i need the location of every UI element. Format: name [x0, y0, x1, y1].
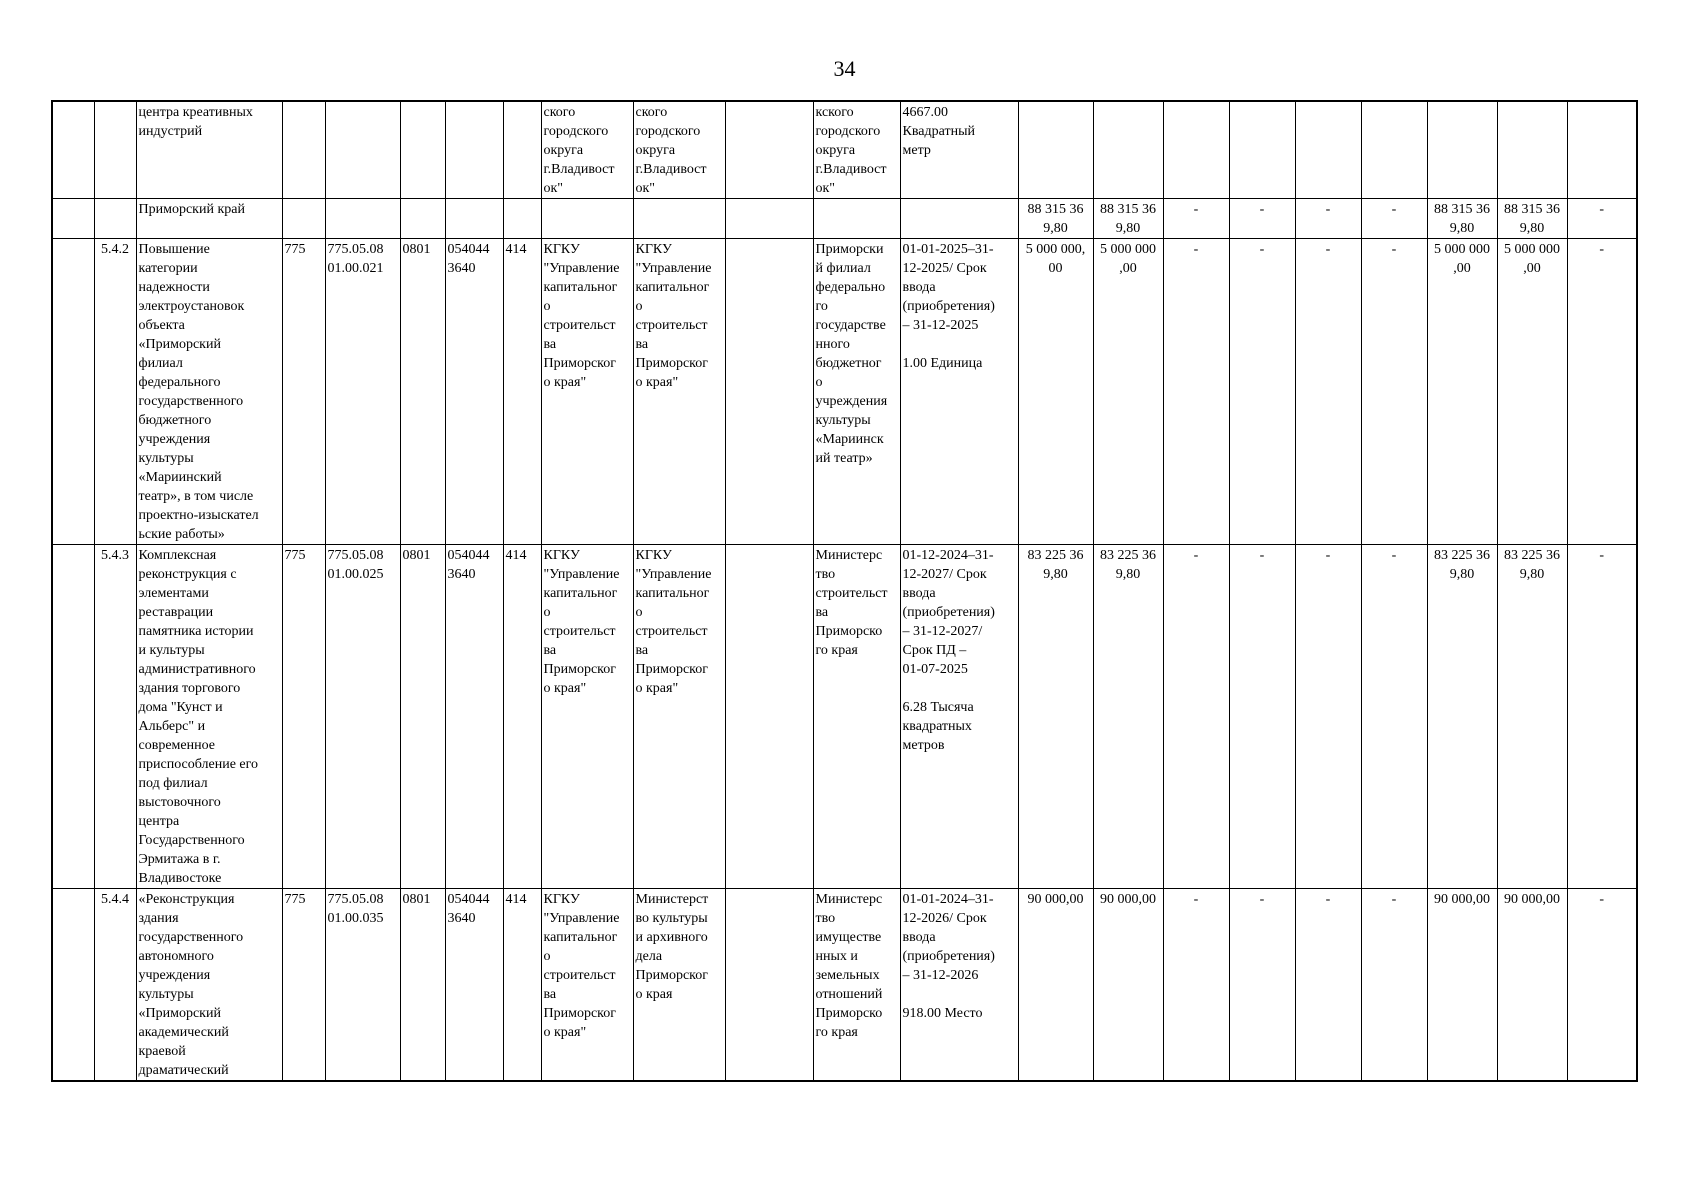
- table-cell: [900, 199, 1018, 239]
- table-cell: 0801: [400, 239, 445, 545]
- table-cell: [445, 199, 503, 239]
- table-cell: КГКУ "Управление капитальног о строительст ва Приморског о края": [633, 545, 725, 889]
- table-cell: -: [1163, 199, 1229, 239]
- table-cell: -: [1567, 239, 1637, 545]
- table-cell: Министерст во культуры и архивного дела Приморског о края: [633, 889, 725, 1082]
- table-cell: [541, 199, 633, 239]
- table-cell: Приморски й филиал федерально го государстве нного бюджетног о учреждения культуры «Мариинск ий театр»: [813, 239, 900, 545]
- table-cell: 775.05.08 01.00.025: [325, 545, 400, 889]
- table-cell: 88 315 36 9,80: [1427, 199, 1497, 239]
- table-cell: [52, 239, 94, 545]
- table-cell: [1163, 101, 1229, 199]
- table-cell: [503, 199, 541, 239]
- table-cell: [52, 889, 94, 1082]
- program-table: [51, 100, 1638, 1082]
- table-cell: 414: [503, 545, 541, 889]
- table-cell: [633, 199, 725, 239]
- table-cell: [1567, 101, 1637, 199]
- table-cell: -: [1295, 239, 1361, 545]
- table-cell: [1295, 101, 1361, 199]
- table-cell: 775: [282, 545, 325, 889]
- table-cell: 5.4.4: [94, 889, 136, 1082]
- table-cell: 88 315 36 9,80: [1018, 199, 1093, 239]
- table-cell: [325, 199, 400, 239]
- table-cell: 5 000 000 ,00: [1093, 239, 1163, 545]
- table-cell: 0801: [400, 889, 445, 1082]
- table-cell: КГКУ "Управление капитальног о строительст ва Приморског о края": [633, 239, 725, 545]
- table-cell: Приморский край: [136, 199, 282, 239]
- table-cell: -: [1229, 239, 1295, 545]
- table-cell: 88 315 36 9,80: [1497, 199, 1567, 239]
- table-cell: Министерс тво имуществе нных и земельных отношений Приморско го края: [813, 889, 900, 1082]
- table-cell: -: [1163, 239, 1229, 545]
- table-cell: 054044 3640: [445, 239, 503, 545]
- table-cell: -: [1229, 545, 1295, 889]
- table-cell: 5 000 000 ,00: [1427, 239, 1497, 545]
- table-cell: 88 315 36 9,80: [1093, 199, 1163, 239]
- table-cell: 90 000,00: [1093, 889, 1163, 1082]
- table-cell: 775: [282, 889, 325, 1082]
- table-cell: 775.05.08 01.00.021: [325, 239, 400, 545]
- table-cell: [400, 101, 445, 199]
- table-cell: -: [1567, 545, 1637, 889]
- table-cell: 83 225 36 9,80: [1093, 545, 1163, 889]
- table-cell: [52, 199, 94, 239]
- table-cell: [94, 101, 136, 199]
- table-cell: Комплексная реконструкция с элементами реставрации памятника истории и культуры административного здания торгового дома "Кунст и Альберс" и современное приспособление его под филиал выстовочного центра Государственного Эрмитажа в г. Владивостоке: [136, 545, 282, 889]
- table-row: [52, 889, 1637, 1082]
- table-cell: 83 225 36 9,80: [1497, 545, 1567, 889]
- table-cell: 90 000,00: [1018, 889, 1093, 1082]
- table-cell: 01-01-2024–31- 12-2026/ Срок ввода (приобретения) – 31-12-2026 918.00 Место: [900, 889, 1018, 1082]
- table-cell: [94, 199, 136, 239]
- table-cell: 01-12-2024–31- 12-2027/ Срок ввода (приобретения) – 31-12-2027/ Срок ПД – 01-07-2025 6.28 Тысяча квадратных метров: [900, 545, 1018, 889]
- table-cell: 4667.00 Квадратный метр: [900, 101, 1018, 199]
- table-cell: [400, 199, 445, 239]
- table-cell: 414: [503, 239, 541, 545]
- table-cell: 90 000,00: [1497, 889, 1567, 1082]
- table-cell: [52, 545, 94, 889]
- table-cell: 5.4.3: [94, 545, 136, 889]
- table-cell: [503, 101, 541, 199]
- table-cell: [445, 101, 503, 199]
- table-cell: 01-01-2025–31- 12-2025/ Срок ввода (приобретения) – 31-12-2025 1.00 Единица: [900, 239, 1018, 545]
- table-cell: ского городского округа г.Владивост ок": [633, 101, 725, 199]
- table-cell: -: [1163, 545, 1229, 889]
- table-row: [52, 101, 1637, 199]
- table-cell: 0801: [400, 545, 445, 889]
- table-cell: -: [1361, 199, 1427, 239]
- table-cell: 775: [282, 239, 325, 545]
- table-cell: [1018, 101, 1093, 199]
- table-cell: [52, 101, 94, 199]
- table-cell: 054044 3640: [445, 889, 503, 1082]
- table-cell: 5 000 000, 00: [1018, 239, 1093, 545]
- table-cell: -: [1567, 199, 1637, 239]
- table-cell: [282, 101, 325, 199]
- table-cell: -: [1361, 889, 1427, 1082]
- table-cell: КГКУ "Управление капитальног о строительст ва Приморског о края": [541, 889, 633, 1082]
- table-cell: -: [1295, 545, 1361, 889]
- table-cell: [725, 545, 813, 889]
- table-cell: КГКУ "Управление капитальног о строительст ва Приморског о края": [541, 545, 633, 889]
- table-cell: 83 225 36 9,80: [1018, 545, 1093, 889]
- table-cell: -: [1229, 889, 1295, 1082]
- table-cell: кского городского округа г.Владивост ок": [813, 101, 900, 199]
- table-cell: 90 000,00: [1427, 889, 1497, 1082]
- table-cell: [1361, 101, 1427, 199]
- table-cell: центра креативных индустрий: [136, 101, 282, 199]
- table-cell: -: [1295, 889, 1361, 1082]
- table-cell: [325, 101, 400, 199]
- table-cell: [1229, 101, 1295, 199]
- table-row: [52, 545, 1637, 889]
- table-cell: -: [1163, 889, 1229, 1082]
- table-cell: -: [1361, 239, 1427, 545]
- table-cell: -: [1361, 545, 1427, 889]
- table-cell: 5 000 000 ,00: [1497, 239, 1567, 545]
- table-cell: Министерс тво строительст ва Приморско го края: [813, 545, 900, 889]
- table-cell: 054044 3640: [445, 545, 503, 889]
- table-cell: [282, 199, 325, 239]
- table-cell: КГКУ "Управление капитальног о строительст ва Приморског о края": [541, 239, 633, 545]
- table-cell: [1427, 101, 1497, 199]
- table-cell: [725, 889, 813, 1082]
- table-row: [52, 239, 1637, 545]
- table-cell: -: [1567, 889, 1637, 1082]
- table-cell: 83 225 36 9,80: [1427, 545, 1497, 889]
- table-cell: 775.05.08 01.00.035: [325, 889, 400, 1082]
- table-cell: -: [1229, 199, 1295, 239]
- page-number: 34: [833, 56, 856, 81]
- table-cell: 5.4.2: [94, 239, 136, 545]
- table-cell: [725, 239, 813, 545]
- table-cell: [725, 101, 813, 199]
- region-subtotal-row: [52, 199, 1637, 239]
- table-cell: [1093, 101, 1163, 199]
- table-cell: Повышение категории надежности электроустановок объекта «Приморский филиал федерального государственного бюджетного учреждения культуры «Мариинский театр», в том числе проектно-изыскател ьские работы»: [136, 239, 282, 545]
- table-cell: [725, 199, 813, 239]
- table-cell: ского городского округа г.Владивост ок": [541, 101, 633, 199]
- table-cell: [1497, 101, 1567, 199]
- table-cell: [813, 199, 900, 239]
- table-cell: «Реконструкция здания государственного автономного учреждения культуры «Приморский академический краевой драматический: [136, 889, 282, 1082]
- table-cell: -: [1295, 199, 1361, 239]
- table-cell: 414: [503, 889, 541, 1082]
